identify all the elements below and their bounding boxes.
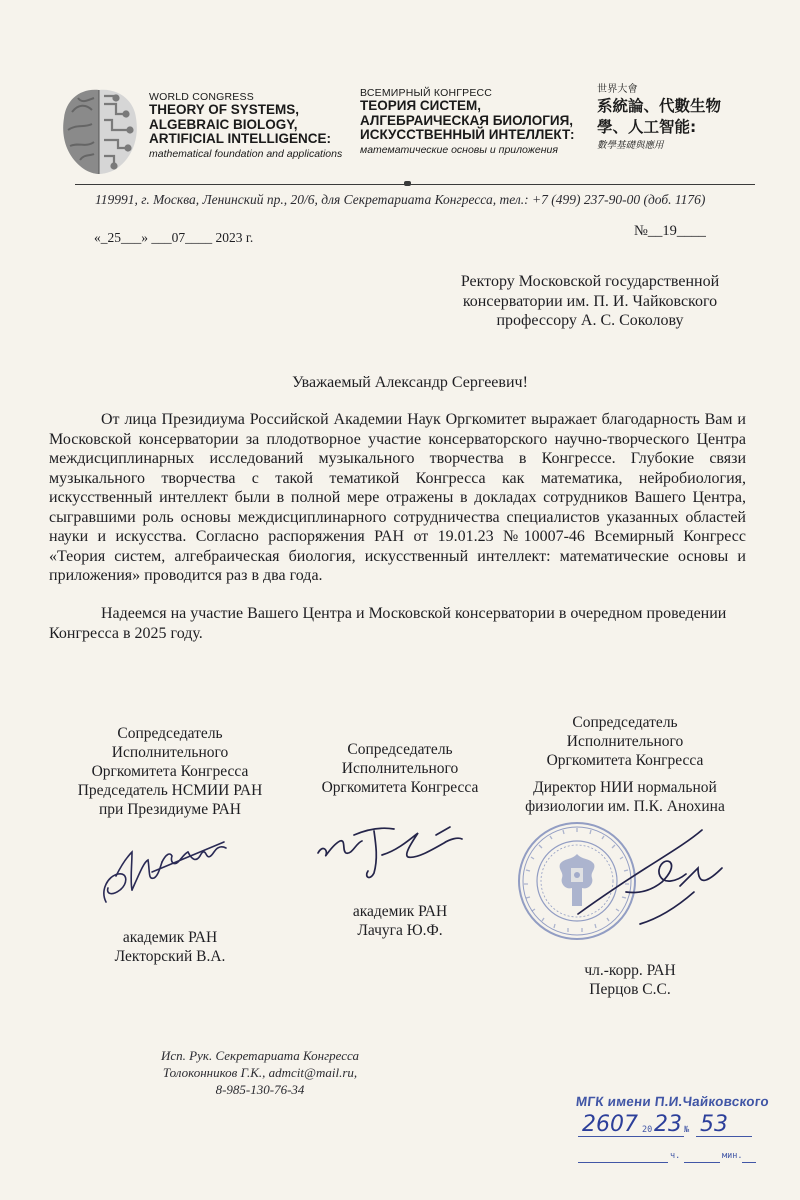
letterhead-en-title-2: ALGEBRAIC BIOLOGY, bbox=[149, 116, 298, 132]
registration-minutes-label: мин. bbox=[722, 1151, 743, 1161]
registration-number: 53 bbox=[700, 1112, 728, 1137]
registration-date-rule bbox=[578, 1136, 684, 1137]
letterhead-cn-title-1: 系統論、代數生物 bbox=[597, 97, 722, 115]
executor-line-2: Толоконников Г.К., admcit@mail.ru, bbox=[162, 1065, 358, 1080]
registration-minutes-rule bbox=[684, 1162, 720, 1163]
signatory-1-title-line: Оргкомитета Конгресса bbox=[91, 763, 249, 780]
signature-lektorsky bbox=[92, 832, 242, 912]
letterhead-cn-title-2: 學、人工智能: bbox=[597, 118, 697, 136]
registration-date: 2607 bbox=[582, 1112, 638, 1137]
body-paragraph-2: Надеемся на участие Вашего Центра и Московской консерватории в очередном проведении Конгресса в 2025 году. bbox=[49, 605, 727, 642]
letterhead-divider bbox=[75, 184, 755, 185]
letterhead-ru-subtitle: математические основы и приложения bbox=[360, 143, 558, 156]
addressee-block bbox=[440, 272, 740, 331]
signatory-3-title-line: Директор НИИ нормальной bbox=[533, 779, 717, 796]
signatory-1-title-line: Председатель НСМИИ РАН bbox=[77, 782, 263, 799]
signature-pertsov bbox=[570, 822, 730, 934]
letterhead-ru-title-3: ИСКУССТВЕННЫЙ ИНТЕЛЛЕКТ: bbox=[360, 127, 575, 142]
signatory-2-rank: академик РАН bbox=[352, 903, 448, 920]
letterhead-ru-top: ВСЕМИРНЫЙ КОНГРЕСС bbox=[360, 87, 493, 99]
letterhead-cn bbox=[597, 84, 777, 152]
signatory-3-name-block bbox=[520, 961, 740, 999]
letterhead-cn-subtitle: 數學基礎與應用 bbox=[597, 140, 664, 151]
salutation: Уважаемый Александр Сергеевич! bbox=[292, 374, 528, 391]
registration-number-label: № bbox=[684, 1125, 690, 1135]
signatory-1-title-line: Сопредседатель bbox=[117, 725, 223, 742]
body-paragraph-1: От лица Президиума Российской Академии Наук Оргкомитет выражает благодарность Вам и Московской консерватории за плодотворное участие консерваторского научно-творческого Центра междисциплинарных исследований музыкального творчества в Конгрессе. Глубокие связи музыкального творчества с такой тематикой Конгресса как математика, нейробиология, искусственный интеллект были в полной мере отражены в докладах сотрудников Вашего Центра, сыгравшими роль основы междисциплинарного сотрудничества специалистов указанных областей науки и искусства. Согласно распоряжения РАН от 19.01.23 №10007-46 Всемирный Конгресс «Теория систем, алгебраическая биология, искусственный интеллект: математические основы и приложения» проводится раз в два года. bbox=[49, 411, 746, 584]
registration-hours-rule bbox=[578, 1162, 668, 1163]
signatory-3-title-line: Исполнительного bbox=[566, 733, 684, 750]
registration-stamp-title: МГК имени П.И.Чайковского bbox=[575, 1094, 770, 1109]
letterhead-en bbox=[149, 91, 354, 161]
registration-hours-label: ч. bbox=[670, 1151, 681, 1161]
letterhead-en-subtitle: mathematical foundation and applications bbox=[149, 147, 343, 160]
signatory-2-name: Лачуга Ю.Ф. bbox=[357, 922, 443, 939]
signatory-3-title-line: Оргкомитета Конгресса bbox=[546, 752, 704, 769]
signatory-1-rank: академик РАН bbox=[122, 929, 218, 946]
letter-number: №__19____ bbox=[634, 223, 706, 239]
registration-stamp bbox=[576, 1094, 776, 1165]
letterhead-address: 119991, г. Москва, Ленинский пр., 20/6, для Секретариата Конгресса, тел.: +7 (499) 237-90-00 (доб. 1176) bbox=[95, 192, 706, 207]
brain-circuit-icon bbox=[58, 84, 140, 180]
letterhead-en-top: WORLD CONGRESS bbox=[149, 91, 254, 103]
letterhead-en-title-3: ARTIFICIAL INTELLIGENCE: bbox=[149, 131, 331, 146]
signatory-3-title-line: Сопредседатель bbox=[572, 714, 678, 731]
signatory-3-name: Перцов С.С. bbox=[589, 981, 671, 998]
addressee-line-1: Ректору Московской государственной bbox=[460, 273, 720, 290]
signature-lachuga bbox=[312, 815, 472, 885]
letterhead-ru bbox=[360, 87, 590, 157]
letterhead-en-title-1: THEORY OF SYSTEMS, bbox=[149, 102, 300, 117]
signatory-3-title-line: физиологии им. П.К. Анохина bbox=[525, 798, 725, 815]
signatory-1-name: Лекторский В.А. bbox=[114, 948, 226, 965]
signatory-2-title-line: Сопредседатель bbox=[347, 741, 453, 758]
signatory-3-rank: чл.-корр. РАН bbox=[584, 962, 676, 979]
letterhead-ru-title-1: ТЕОРИЯ СИСТЕМ, bbox=[360, 98, 482, 113]
signatory-1-name-block bbox=[50, 928, 290, 966]
registration-year: 23 bbox=[654, 1112, 682, 1137]
signatory-2-title-line: Оргкомитета Конгресса bbox=[321, 779, 479, 796]
signatory-2-title-line: Исполнительного bbox=[341, 760, 459, 777]
signatory-2-name-block bbox=[300, 902, 500, 940]
divider-mark bbox=[404, 181, 411, 186]
signatory-1-title bbox=[50, 724, 290, 819]
letterhead-cn-top: 世界大會 bbox=[597, 84, 638, 95]
signatory-3-title bbox=[510, 713, 740, 816]
addressee-line-3: профессору А. С. Соколову bbox=[496, 312, 684, 329]
letterhead-ru-title-2: АЛГЕБРАИЧЕСКАЯ БИОЛОГИЯ, bbox=[360, 112, 574, 128]
executor-block bbox=[130, 1047, 390, 1098]
letter-date: «_25___» ___07____ 2023 г. bbox=[94, 230, 254, 245]
signatory-2-title bbox=[300, 740, 500, 797]
signatory-1-title-line: при Президиуме РАН bbox=[99, 801, 241, 818]
registration-year-prefix: 20 bbox=[642, 1125, 653, 1135]
signatory-1-title-line: Исполнительного bbox=[111, 744, 229, 761]
registration-stamp-date-line bbox=[576, 1109, 776, 1139]
registration-tail-rule bbox=[742, 1162, 756, 1163]
executor-line-1: Исп. Рук. Секретариата Конгресса bbox=[161, 1048, 359, 1063]
registration-stamp-time-line bbox=[576, 1139, 776, 1165]
addressee-line-2: консерватории им. П. И. Чайковского bbox=[462, 292, 718, 310]
registration-number-rule bbox=[696, 1136, 752, 1137]
executor-line-3: 8-985-130-76-34 bbox=[215, 1082, 305, 1097]
